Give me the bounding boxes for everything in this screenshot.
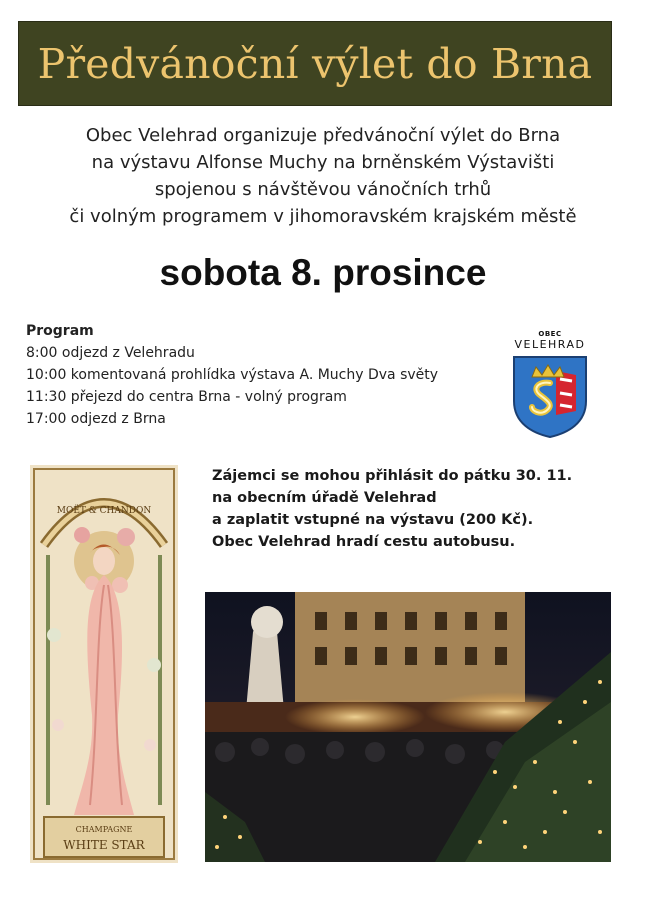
coat-of-arms-icon bbox=[510, 353, 590, 439]
program-item: 11:30 přejezd do centra Brna - volný program bbox=[26, 389, 347, 405]
poster-bottom-text-1: CHAMPAGNE bbox=[75, 825, 133, 834]
crest-obec-label: OBEC bbox=[538, 330, 562, 338]
intro-line: spojenou s návštěvou vánočních trhů bbox=[154, 179, 492, 200]
program-item: 10:00 komentovaná prohlídka výstava A. Muchy Dva světy bbox=[26, 367, 439, 383]
poster-top-text: MOËT & CHANDON bbox=[56, 506, 152, 516]
signup-line: na obecním úřadě Velehrad bbox=[212, 490, 437, 506]
poster-bottom-text-2: WHITE STAR bbox=[63, 838, 145, 852]
program-item: 8:00 odjezd z Velehradu bbox=[26, 345, 195, 361]
crest-town-label: VELEHRAD bbox=[514, 338, 586, 351]
program-item: 17:00 odjezd z Brna bbox=[26, 411, 166, 427]
program-title: Program bbox=[26, 323, 94, 339]
title-banner bbox=[18, 21, 612, 106]
mucha-poster-image bbox=[30, 465, 178, 863]
christmas-market-photo bbox=[205, 592, 611, 862]
intro-line: na výstavu Alfonse Muchy na brněnském Výstavišti bbox=[91, 152, 555, 173]
signup-info bbox=[212, 465, 572, 553]
intro-line: či volným programem v jihomoravském krajském městě bbox=[69, 206, 577, 227]
intro-line: Obec Velehrad organizuje předvánoční výlet do Brna bbox=[85, 125, 561, 146]
event-date: sobota 8. prosince bbox=[159, 252, 487, 293]
signup-line: a zaplatit vstupné na výstavu (200 Kč). bbox=[212, 512, 534, 528]
signup-line: Zájemci se mohou přihlásit do pátku 30. 11. bbox=[212, 468, 573, 484]
page-title: Předvánoční výlet do Brna bbox=[37, 39, 593, 88]
signup-line: Obec Velehrad hradí cestu autobusu. bbox=[212, 534, 516, 550]
intro-text bbox=[0, 122, 646, 230]
program-section bbox=[26, 320, 438, 430]
velehrad-crest bbox=[505, 330, 595, 438]
